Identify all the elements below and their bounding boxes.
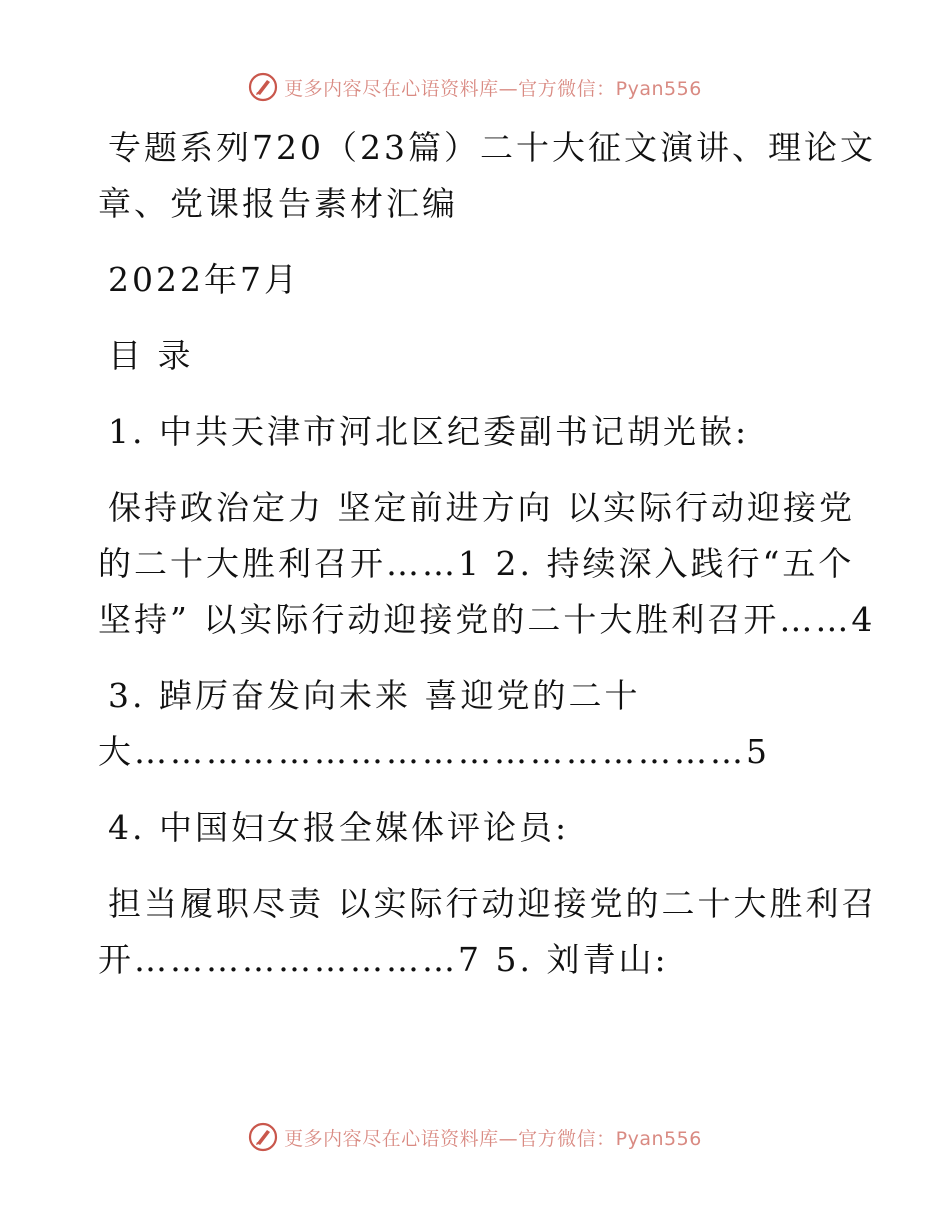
toc-entry: 4. 中国妇女报全媒体评论员:	[108, 808, 570, 847]
pen-seal-icon	[248, 72, 278, 102]
toc-heading: 目 录	[108, 336, 194, 375]
watermark-text: 更多内容尽在心语资料库—官方微信：Pyan556	[284, 1127, 702, 1150]
toc-entry: 大……………………………………………5	[98, 732, 770, 771]
document-title-line-1: 专题系列720（23篇）二十大征文演讲、理论文	[108, 128, 876, 167]
footer-watermark	[0, 1122, 950, 1152]
toc-entry: 3. 踔厉奋发向未来 喜迎党的二十	[108, 676, 641, 715]
toc-entry: 开………………………7 5. 刘青山:	[98, 940, 669, 979]
watermark-text: 更多内容尽在心语资料库—官方微信：Pyan556	[284, 77, 702, 100]
toc-entry: 担当履职尽责 以实际行动迎接党的二十大胜利召	[108, 884, 878, 923]
toc-entry: 坚持” 以实际行动迎接党的二十大胜利召开……4	[98, 600, 876, 639]
toc-entry: 的二十大胜利召开……1 2. 持续深入践行“五个	[98, 544, 855, 583]
toc-entry: 保持政治定力 坚定前进方向 以实际行动迎接党	[108, 488, 855, 527]
header-watermark	[0, 72, 950, 102]
document-date: 2022年7月	[108, 260, 300, 299]
toc-entry: 1. 中共天津市河北区纪委副书记胡光嵌:	[108, 412, 750, 451]
document-title-line-2: 章、党课报告素材汇编	[98, 184, 458, 223]
document-body	[98, 120, 878, 988]
pen-seal-icon	[248, 1122, 278, 1152]
